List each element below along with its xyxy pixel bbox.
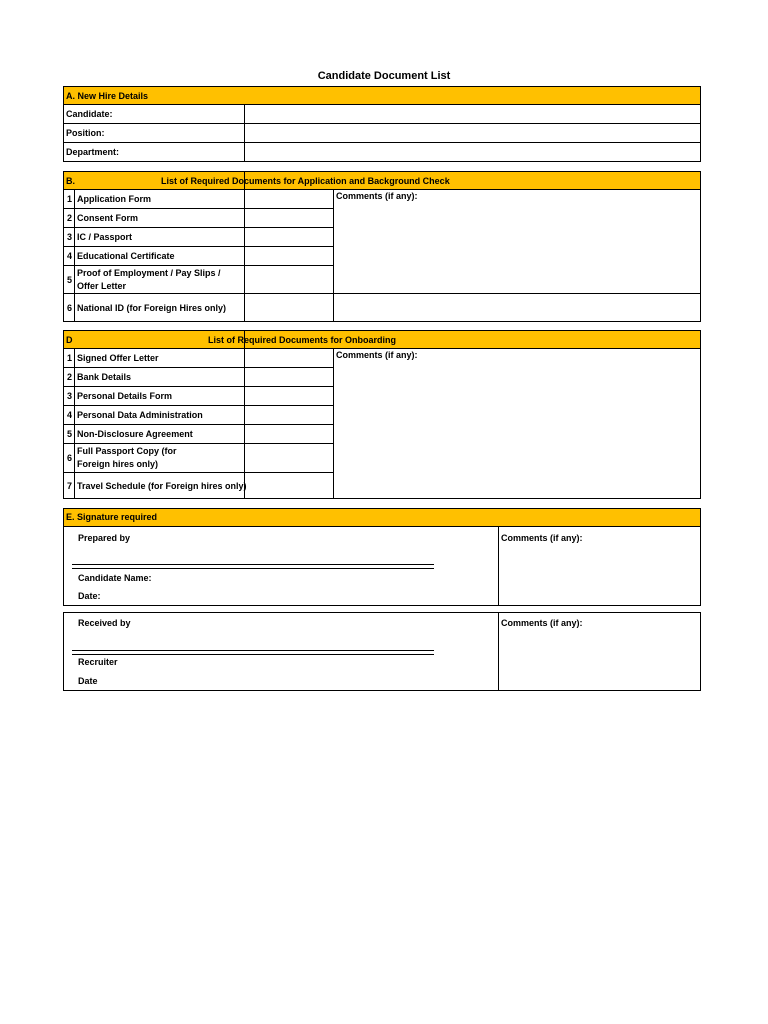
item-number: 5 [64, 266, 75, 294]
item-label: Personal Details Form [75, 387, 245, 406]
position-label: Position: [64, 124, 245, 143]
item-label: Travel Schedule (for Foreign hires only) [75, 473, 245, 499]
item-number: 3 [64, 228, 75, 247]
candidate-field[interactable] [245, 105, 701, 124]
prepared-by-label: Prepared by [78, 533, 131, 543]
signature-section [63, 508, 701, 606]
item-check-cell[interactable] [245, 266, 334, 294]
section-b-extra-cell[interactable] [334, 294, 701, 322]
item-check-cell[interactable] [245, 349, 334, 368]
item-label: Personal Data Administration [75, 406, 245, 425]
item-check-cell[interactable] [245, 406, 334, 425]
item-label: Bank Details [75, 368, 245, 387]
application-documents-table [63, 171, 701, 322]
table-row [64, 190, 701, 209]
item-number: 6 [64, 444, 75, 473]
item-label: Non-Disclosure Agreement [75, 425, 245, 444]
signature-comments-panel[interactable] [499, 527, 700, 605]
received-by-label: Received by [78, 618, 131, 628]
received-date-label: Date [78, 676, 98, 686]
prepared-date-label: Date: [78, 591, 101, 601]
item-number: 2 [64, 368, 75, 387]
item-number: 7 [64, 473, 75, 499]
table-row [64, 124, 701, 143]
item-label: Signed Offer Letter [75, 349, 245, 368]
item-label: National ID (for Foreign Hires only) [75, 294, 245, 322]
item-label: Consent Form [75, 209, 245, 228]
item-check-cell[interactable] [245, 368, 334, 387]
item-number: 1 [64, 190, 75, 209]
item-number: 6 [64, 294, 75, 322]
item-number: 3 [64, 387, 75, 406]
received-comments-panel[interactable] [499, 613, 700, 690]
section-b-title: List of Required Documents for Application and Background Check [161, 175, 450, 186]
signature-body [64, 527, 700, 605]
department-field[interactable] [245, 143, 701, 162]
item-check-cell[interactable] [245, 247, 334, 266]
signature-left-panel [64, 527, 499, 605]
item-check-cell[interactable] [245, 387, 334, 406]
item-check-cell[interactable] [245, 294, 334, 322]
section-a-header: A. New Hire Details [64, 87, 701, 105]
item-number: 5 [64, 425, 75, 444]
signature-comments-label: Comments (if any): [501, 533, 583, 543]
received-comments-label: Comments (if any): [501, 618, 583, 628]
item-number: 2 [64, 209, 75, 228]
section-d-comments[interactable]: Comments (if any): [334, 349, 701, 499]
section-a-header-row [64, 87, 701, 105]
position-field[interactable] [245, 124, 701, 143]
prepared-signature-line[interactable] [72, 564, 434, 569]
item-check-cell[interactable] [245, 209, 334, 228]
department-label: Department: [64, 143, 245, 162]
item-check-cell[interactable] [245, 190, 334, 209]
recruiter-label: Recruiter [78, 657, 118, 667]
candidate-label: Candidate: [64, 105, 245, 124]
item-number: 4 [64, 406, 75, 425]
candidate-name-label: Candidate Name: [78, 573, 152, 583]
table-row [64, 143, 701, 162]
section-d-label: D [64, 331, 245, 349]
onboarding-documents-table [63, 330, 701, 499]
table-row [64, 294, 701, 322]
section-d-header-row [64, 331, 701, 349]
item-label: IC / Passport [75, 228, 245, 247]
section-b-label: B. [64, 172, 245, 190]
item-number: 1 [64, 349, 75, 368]
item-check-cell[interactable] [245, 444, 334, 473]
section-b-comments[interactable]: Comments (if any): [334, 190, 701, 294]
item-label: Proof of Employment / Pay Slips / Offer Letter [75, 266, 245, 294]
section-d-header [208, 331, 701, 349]
received-signature-line[interactable] [72, 650, 434, 655]
item-label: Educational Certificate [75, 247, 245, 266]
section-d-title: List of Required Documents for Onboarding [208, 334, 397, 345]
section-e-header: E. Signature required [64, 509, 700, 527]
new-hire-details-table [63, 86, 701, 162]
item-label: Application Form [75, 190, 245, 209]
item-label-text: Full Passport Copy (for Foreign hires only) [77, 446, 177, 469]
received-body [64, 613, 700, 690]
section-b-header-row [64, 172, 701, 190]
page-title: Candidate Document List [317, 70, 451, 82]
section-b-header [161, 172, 701, 190]
item-number: 4 [64, 247, 75, 266]
item-check-cell[interactable] [245, 473, 334, 499]
item-label [75, 444, 245, 473]
received-section [63, 612, 701, 691]
table-row [64, 105, 701, 124]
table-row [64, 349, 701, 368]
received-left-panel [64, 613, 499, 690]
item-check-cell[interactable] [245, 425, 334, 444]
item-check-cell[interactable] [245, 228, 334, 247]
